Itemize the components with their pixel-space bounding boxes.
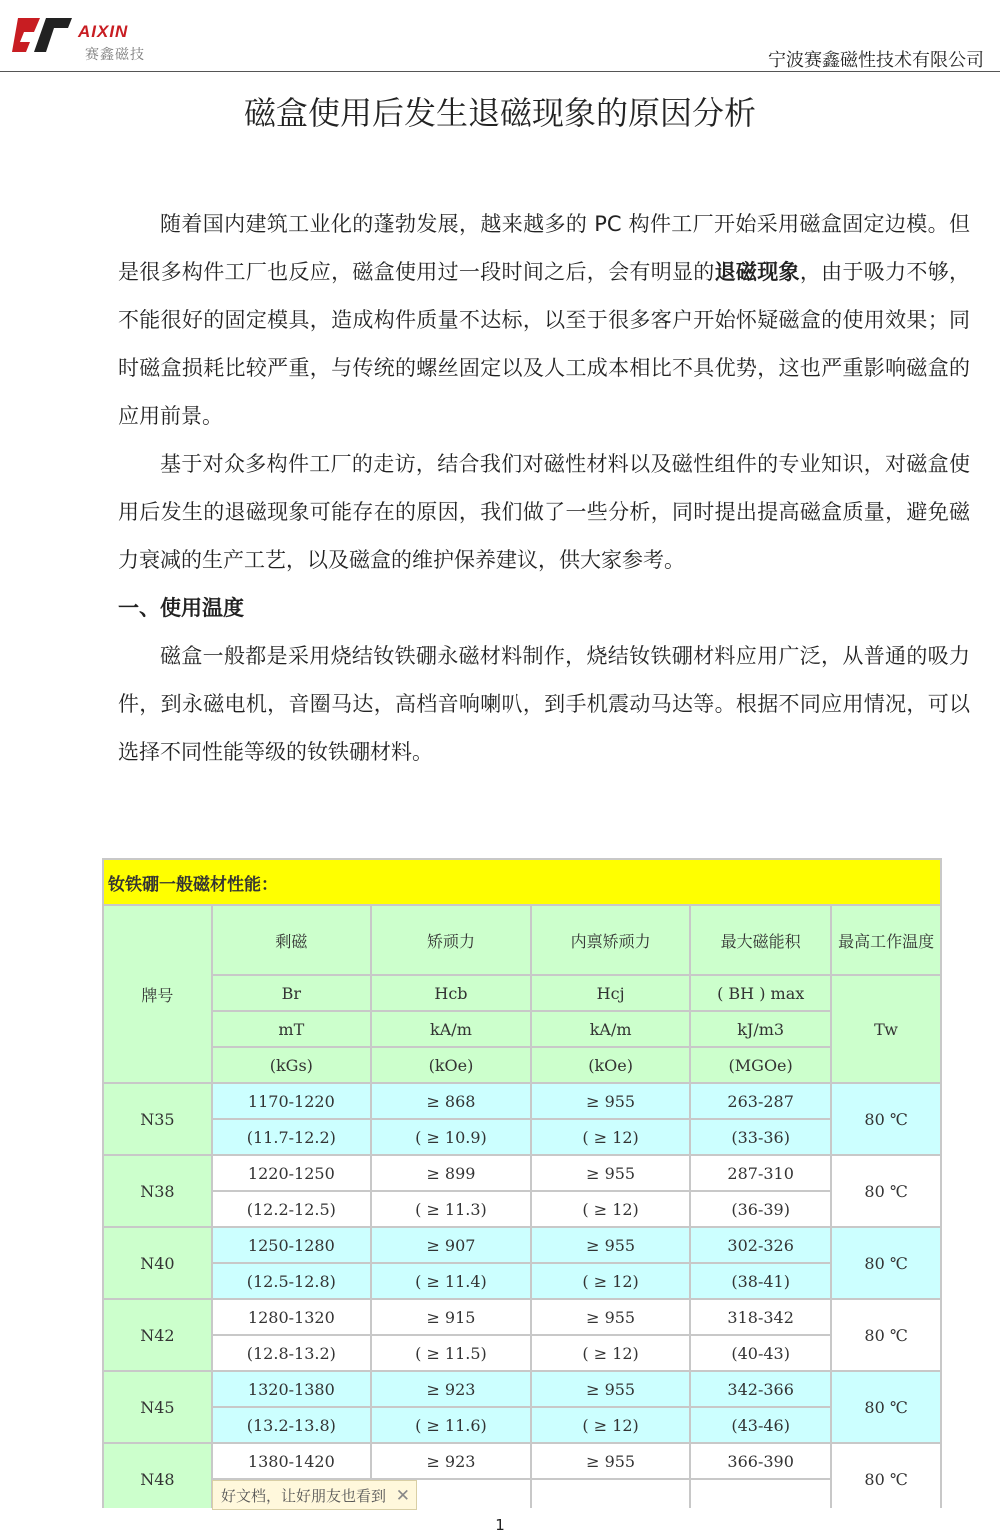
close-icon[interactable]: ✕ — [395, 1486, 410, 1506]
cell-hcb: ≥ 915 — [372, 1300, 530, 1334]
cell-hcb-koe: ( ≥ 11.4) — [372, 1264, 530, 1298]
cell-hcj: ≥ 955 — [532, 1084, 689, 1118]
table-row — [104, 1372, 940, 1406]
paragraph-intro: 随着国内建筑工业化的蓬勃发展，越来越多的 PC 构件工厂开始采用磁盒固定边模。但是很多构件工厂也反应，磁盒使用过一段时间之后，会有明显的退磁现象，由于吸力不够，不能很好的固定模具，造成构件质量不达标，以至于很多客户开始怀疑磁盒的使用效果；同时磁盒损耗比较严重，与传统的螺丝固定以及人工成本相比不具优势，这也严重影响磁盒的应用前景。 — [118, 212, 971, 428]
cell-tw: 80 ℃ — [832, 1228, 940, 1298]
cell-grade: N48 — [104, 1444, 211, 1508]
cell-br: 1170-1220 — [213, 1084, 370, 1118]
cell-br-kgs: (12.8-13.2) — [213, 1336, 370, 1370]
table-row — [104, 1264, 940, 1298]
document-body — [118, 200, 970, 776]
cell-hcb: ≥ 907 — [372, 1228, 530, 1262]
cell-br-kgs: (13.2-13.8) — [213, 1408, 370, 1442]
header-sym: Br — [213, 976, 370, 1010]
header-unit-alt: (kOe) — [372, 1048, 530, 1082]
cell-hcb-koe: ( ≥ 11.6) — [372, 1408, 530, 1442]
cell-hcj-koe — [532, 1480, 689, 1508]
header-divider — [0, 71, 1000, 72]
table-row — [104, 1156, 940, 1190]
table-row — [104, 1120, 940, 1154]
cell-br-kgs: (11.7-12.2) — [213, 1120, 370, 1154]
header-sym: ( BH ) max — [691, 976, 830, 1010]
header-unit: kA/m — [372, 1012, 530, 1046]
table-row — [104, 1408, 940, 1442]
header-coercivity: 矫顽力 — [372, 906, 530, 974]
table-body — [104, 1084, 940, 1508]
cell-br: 1220-1250 — [213, 1156, 370, 1190]
cell-grade: N38 — [104, 1156, 211, 1226]
cell-grade: N45 — [104, 1372, 211, 1442]
cell-hcb: ≥ 899 — [372, 1156, 530, 1190]
cell-bh: 318-342 — [691, 1300, 830, 1334]
cell-bh-mgoe — [691, 1480, 830, 1508]
cell-grade: N42 — [104, 1300, 211, 1370]
paragraph-material: 磁盒一般都是采用烧结钕铁硼永磁材料制作，烧结钕铁硼材料应用广泛，从普通的吸力件，到永磁电机，音圈马达，高档音响喇叭，到手机震动马达等。根据不同应用情况，可以选择不同性能等级的钕铁硼材料。 — [118, 644, 970, 764]
cell-hcb-koe: ( ≥ 10.9) — [372, 1120, 530, 1154]
cell-bh-mgoe: (36-39) — [691, 1192, 830, 1226]
header-remanence: 剩磁 — [213, 906, 370, 974]
cell-tw: 80 ℃ — [832, 1300, 940, 1370]
cell-bh: 302-326 — [691, 1228, 830, 1262]
table-row — [104, 1444, 940, 1478]
header-unit-alt: (MGOe) — [691, 1048, 830, 1082]
cell-hcj: ≥ 955 — [532, 1444, 689, 1478]
table-row — [104, 1336, 940, 1370]
cell-hcb: ≥ 923 — [372, 1372, 530, 1406]
table-row — [104, 1228, 940, 1262]
cell-hcj-koe: ( ≥ 12) — [532, 1336, 689, 1370]
page-number: 1 — [495, 1516, 505, 1534]
cell-bh-mgoe: (33-36) — [691, 1120, 830, 1154]
header-unit: kJ/m3 — [691, 1012, 830, 1046]
logo-text-cn: 赛鑫磁技 — [85, 47, 145, 63]
header-sym: Hcj — [532, 976, 689, 1010]
toast-text: 好文档，让好朋友也看到 — [221, 1487, 387, 1505]
cell-hcb-koe: ( ≥ 11.3) — [372, 1192, 530, 1226]
cell-hcj: ≥ 955 — [532, 1228, 689, 1262]
material-table-image — [102, 858, 942, 1508]
header-sym: Hcb — [372, 976, 530, 1010]
cell-hcj-koe: ( ≥ 12) — [532, 1408, 689, 1442]
cell-bh: 263-287 — [691, 1084, 830, 1118]
emphasis-demagnetization: 退磁现象 — [714, 260, 800, 284]
header-unit-alt: (kGs) — [213, 1048, 370, 1082]
cell-hcj: ≥ 955 — [532, 1300, 689, 1334]
cell-hcb: ≥ 868 — [372, 1084, 530, 1118]
header-temp-sym: Tw — [832, 976, 940, 1082]
cell-hcj-koe: ( ≥ 12) — [532, 1120, 689, 1154]
company-logo — [10, 10, 150, 66]
cell-bh-mgoe: (38-41) — [691, 1264, 830, 1298]
header-unit-alt: (kOe) — [532, 1048, 689, 1082]
cell-hcj-koe: ( ≥ 12) — [532, 1192, 689, 1226]
cell-tw: 80 ℃ — [832, 1084, 940, 1154]
header-intrinsic-coercivity: 内禀矫顽力 — [532, 906, 689, 974]
cell-br: 1250-1280 — [213, 1228, 370, 1262]
cell-hcj: ≥ 955 — [532, 1372, 689, 1406]
cell-br: 1280-1320 — [213, 1300, 370, 1334]
cell-tw: 80 ℃ — [832, 1444, 940, 1508]
company-name: 宁波赛鑫磁性技术有限公司 — [768, 50, 984, 71]
cell-hcj-koe: ( ≥ 12) — [532, 1264, 689, 1298]
cell-bh-mgoe: (40-43) — [691, 1336, 830, 1370]
header-grade: 牌号 — [104, 906, 211, 1082]
cell-br: 1380-1420 — [213, 1444, 370, 1478]
cell-bh-mgoe: (43-46) — [691, 1408, 830, 1442]
cell-br: 1320-1380 — [213, 1372, 370, 1406]
document-title: 磁盒使用后发生退磁现象的原因分析 — [243, 94, 756, 132]
ndfeb-properties-table — [102, 858, 942, 1508]
logo-text-en: AIXIN — [78, 22, 129, 41]
header-unit: kA/m — [532, 1012, 689, 1046]
logo-mark-icon — [10, 10, 80, 60]
cell-grade: N35 — [104, 1084, 211, 1154]
cell-bh: 342-366 — [691, 1372, 830, 1406]
paragraph-analysis: 基于对众多构件工厂的走访，结合我们对磁性材料以及磁性组件的专业知识，对磁盒使用后发生的退磁现象可能存在的原因，我们做了一些分析，同时提出提高磁盒质量，避免磁力衰减的生产工艺，以及磁盒的维护保养建议，供大家参考。 — [118, 452, 970, 572]
cell-hcj: ≥ 955 — [532, 1156, 689, 1190]
cell-hcb: ≥ 923 — [372, 1444, 530, 1478]
table-row — [104, 1192, 940, 1226]
cell-grade: N40 — [104, 1228, 211, 1298]
header-unit: mT — [213, 1012, 370, 1046]
cell-bh: 366-390 — [691, 1444, 830, 1478]
cell-bh: 287-310 — [691, 1156, 830, 1190]
header-max-temp: 最高工作温度 — [832, 906, 940, 974]
cell-tw: 80 ℃ — [832, 1372, 940, 1442]
table-title: 钕铁硼一般磁材性能： — [104, 860, 940, 904]
header-max-energy: 最大磁能积 — [691, 906, 830, 974]
cell-br-kgs: (12.2-12.5) — [213, 1192, 370, 1226]
cell-br-kgs: (12.5-12.8) — [213, 1264, 370, 1298]
cell-hcb-koe: ( ≥ 11.5) — [372, 1336, 530, 1370]
cell-tw: 80 ℃ — [832, 1156, 940, 1226]
table-row — [104, 1300, 940, 1334]
share-toast[interactable] — [212, 1480, 417, 1510]
table-row — [104, 1084, 940, 1118]
section-heading-temperature: 一、使用温度 — [118, 596, 244, 620]
